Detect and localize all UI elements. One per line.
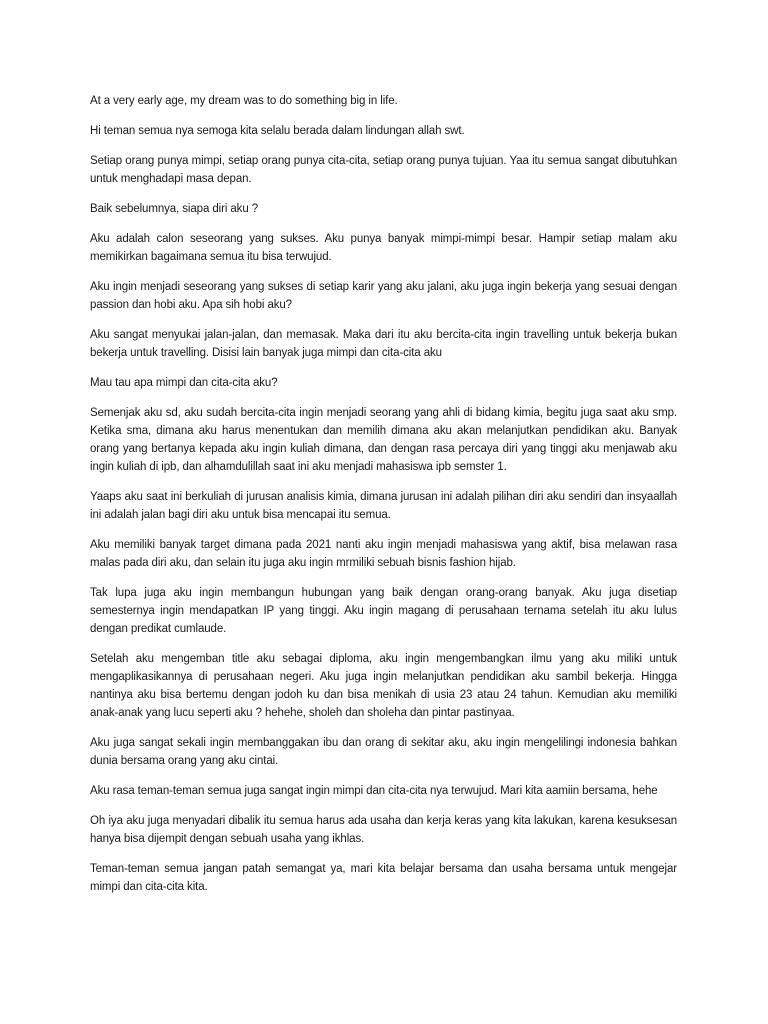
paragraph-7: Aku sangat menyukai jalan-jalan, dan memasak. Maka dari itu aku bercita-cita ingin travelling untuk bekerja bukan bekerja untuk travelling. Disisi lain banyak juga mimpi dan cita-cita aku (90, 329, 677, 359)
paragraph-5: Aku adalah calon seseorang yang sukses. Aku punya banyak mimpi-mimpi besar. Hampir setiap malam aku memikirkan bagaimana semua itu bisa terwujud. (90, 233, 677, 263)
paragraph-2: Hi teman semua nya semoga kita selalu berada dalam lindungan allah swt. (90, 125, 465, 137)
paragraph-15: Aku rasa teman-teman semua juga sangat ingin mimpi dan cita-cita nya terwujud. Mari kita aamiin bersama, hehe (90, 785, 658, 797)
paragraph-12: Tak lupa juga aku ingin membangun hubungan yang baik dengan orang-orang banyak. Aku juga disetiap semesternya ingin mendapatkan IP yang tinggi. Aku ingin magang di perusahaan ternama setelah itu aku lulus dengan predikat cumlaude. (90, 587, 677, 635)
document-page (90, 92, 677, 908)
paragraph-17: Teman-teman semua jangan patah semangat ya, mari kita belajar bersama dan usaha bersama untuk mengejar mimpi dan cita-cita kita. (90, 863, 677, 893)
paragraph-6: Aku ingin menjadi seseorang yang sukses di setiap karir yang aku jalani, aku juga ingin bekerja yang sesuai dengan passion dan hobi aku. Apa sih hobi aku? (90, 281, 677, 311)
paragraph-10: Yaaps aku saat ini berkuliah di jurusan analisis kimia, dimana jurusan ini adalah pilihan diri aku sendiri dan insyaallah ini adalah jalan bagi diri aku untuk bisa mencapai itu semua. (90, 491, 677, 521)
paragraph-9: Semenjak aku sd, aku sudah bercita-cita ingin menjadi seorang yang ahli di bidang kimia, begitu juga saat aku smp. Ketika sma, dimana aku harus menentukan dan memilih dimana aku akan melanjutkan pendidikan aku. Banyak orang yang bertanya kepada aku ingin kuliah dimana, dan dengan rasa percaya diri yang tinggi aku menjawab aku ingin kuliah di ipb, dan alhamdulillah saat ini aku menjadi mahasiswa ipb semster 1. (90, 407, 677, 473)
paragraph-4: Baik sebelumnya, siapa diri aku ? (90, 203, 259, 215)
paragraph-3: Setiap orang punya mimpi, setiap orang punya cita-cita, setiap orang punya tujuan. Yaa itu semua sangat dibutuhkan untuk menghadapi masa depan. (90, 155, 677, 185)
paragraph-11: Aku memiliki banyak target dimana pada 2021 nanti aku ingin menjadi mahasiswa yang aktif, bisa melawan rasa malas pada diri aku, dan selain itu juga aku ingin mrmiliki sebuah bisnis fashion hijab. (90, 539, 677, 569)
paragraph-16: Oh iya aku juga menyadari dibalik itu semua harus ada usaha dan kerja keras yang kita lakukan, karena kesuksesan hanya bisa dijempit dengan sebuah usaha yang ikhlas. (90, 815, 677, 845)
paragraph-8: Mau tau apa mimpi dan cita-cita aku? (90, 377, 278, 389)
paragraph-1: At a very early age, my dream was to do something big in life. (90, 95, 398, 107)
paragraph-13: Setelah aku mengemban title aku sebagai diploma, aku ingin mengembangkan ilmu yang aku miliki untuk mengaplikasikannya di perusahaan negeri. Aku juga ingin melanjutkan pendidikan aku sambil bekerja. Hingga nantinya aku bisa bertemu dengan jodoh ku dan bisa menikah di usia 23 atau 24 tahun. Kemudian aku memiliki anak-anak yang lucu seperti aku ? hehehe, sholeh dan sholeha dan pintar pastinyaa. (90, 653, 677, 719)
paragraph-14: Aku juga sangat sekali ingin membanggakan ibu dan orang di sekitar aku, aku ingin mengelilingi indonesia bahkan dunia bersama orang yang aku cintai. (90, 737, 677, 767)
